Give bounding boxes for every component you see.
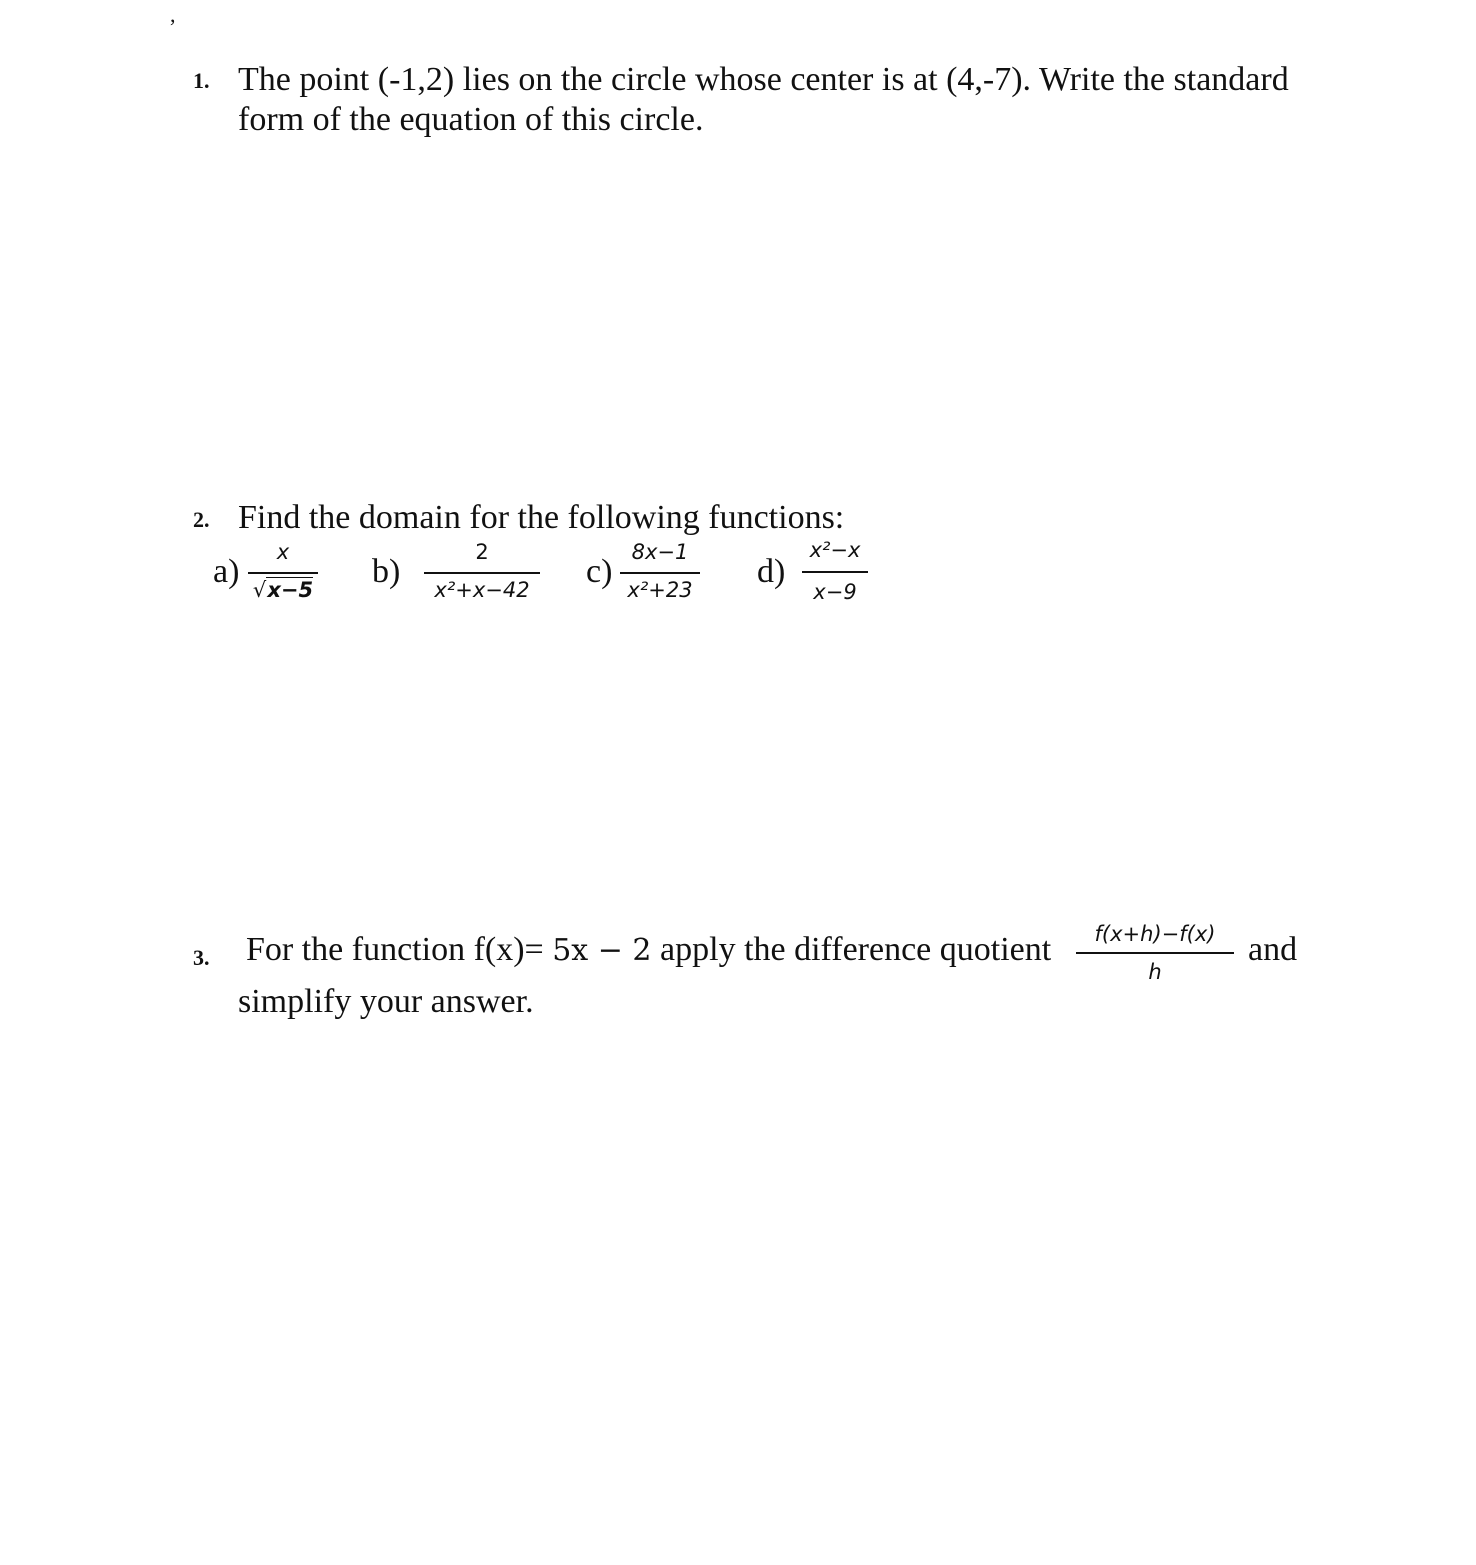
- question-2-prompt: Find the domain for the following functions:: [238, 499, 845, 536]
- option-a-numerator: x: [276, 540, 290, 564]
- stray-mark: ,: [170, 2, 176, 27]
- question-3-text-line-2: simplify your answer.: [238, 983, 534, 1020]
- question-1-text-line-1: The point (-1,2) lies on the circle whose center is at (4,-7). Write the standard: [238, 61, 1289, 98]
- option-b-denominator: x²+x−42: [434, 578, 530, 602]
- option-b-numerator: 2: [475, 540, 489, 564]
- question-1-number: 1.: [193, 68, 210, 93]
- question-2-number: 2.: [193, 507, 210, 532]
- option-b-label: b): [372, 553, 401, 590]
- option-d-label: d): [757, 553, 786, 590]
- difference-quotient-denominator: h: [1148, 960, 1162, 984]
- fraction-bar: [620, 572, 700, 574]
- question-3-expression: 5x − 2: [552, 933, 652, 968]
- fraction-bar: [802, 571, 868, 573]
- option-a-fraction: [248, 540, 318, 606]
- option-c-fraction: [620, 540, 700, 606]
- option-d-fraction: [802, 538, 868, 606]
- difference-quotient-numerator: f(x+h)−f(x): [1094, 922, 1216, 946]
- sqrt-symbol: √: [252, 578, 267, 602]
- option-d-denominator: x−9: [813, 580, 857, 604]
- option-c-label: c): [586, 553, 613, 590]
- option-a-label: a): [213, 553, 240, 590]
- option-c-denominator: x²+23: [627, 578, 693, 602]
- fraction-bar: [1076, 952, 1234, 954]
- question-3-text-after: apply the difference quotient: [651, 931, 1052, 968]
- difference-quotient-fraction: [1076, 922, 1234, 988]
- question-3-text-line-1: [246, 930, 1051, 971]
- option-a-denominator: [248, 578, 318, 602]
- fraction-bar: [248, 572, 318, 574]
- option-d-numerator: x²−x: [809, 538, 861, 562]
- option-a-radicand: x−5: [267, 578, 314, 602]
- fraction-bar: [424, 572, 540, 574]
- question-1-text-line-2: form of the equation of this circle.: [238, 101, 704, 138]
- question-3-text-before: For the function f(x)=: [246, 931, 553, 968]
- option-c-numerator: 8x−1: [631, 540, 689, 564]
- option-b-fraction: [424, 540, 540, 606]
- question-3-and: and: [1248, 931, 1298, 968]
- question-3-number: 3.: [193, 945, 210, 970]
